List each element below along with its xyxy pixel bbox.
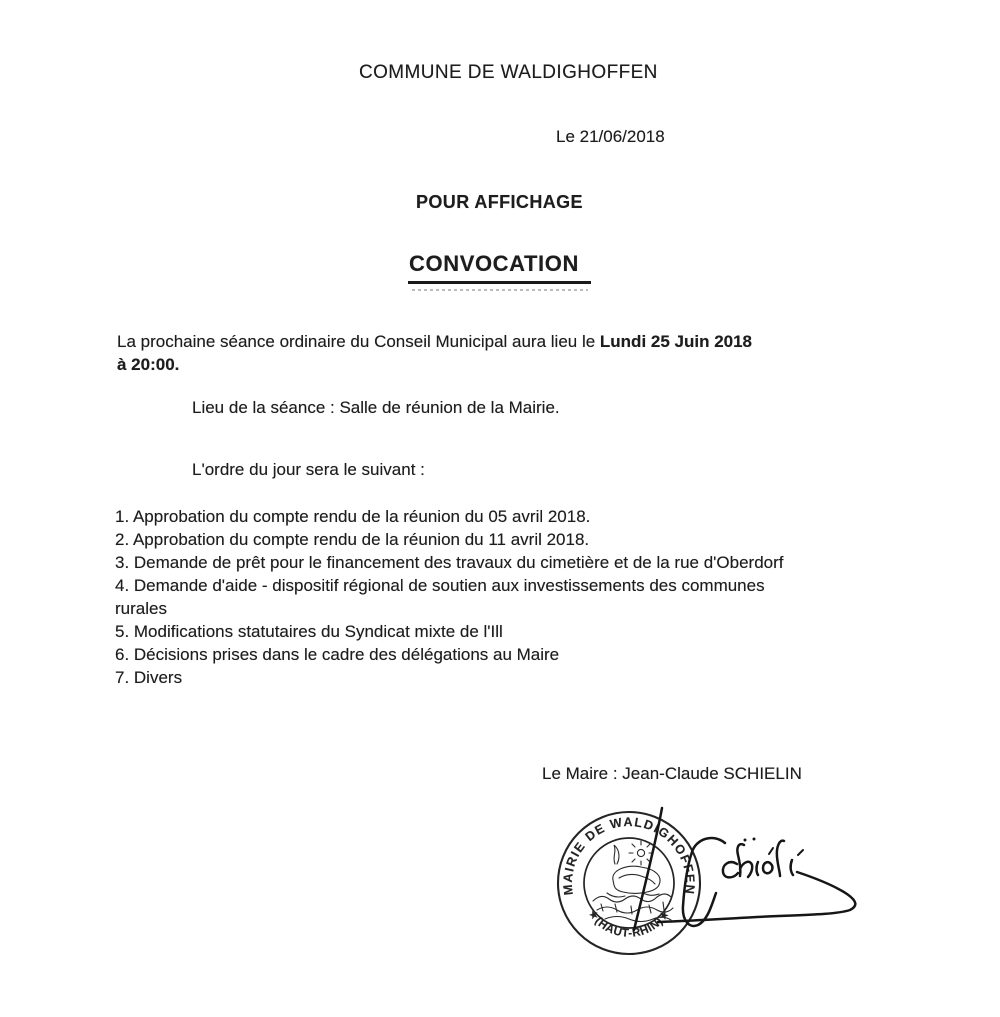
stamp-top-text: MAIRIE DE WALDIGHOFFEN [560, 815, 698, 896]
intro-paragraph [117, 330, 752, 376]
location-line: Lieu de la séance : Salle de réunion de la Mairie. [192, 398, 560, 417]
intro-text: La prochaine séance ordinaire du Conseil Municipal aura lieu le [117, 332, 600, 351]
agenda-item-6: 6. Décisions prises dans le cadre des délégations au Maire [115, 645, 560, 664]
stamp-and-signature [535, 798, 965, 1015]
underline-scan-artifact [412, 289, 588, 291]
document-title: CONVOCATION [408, 251, 591, 284]
official-stamp-icon [558, 812, 700, 954]
agenda-item-1: 1. Approbation du compte rendu de la réunion du 05 avril 2018. [115, 507, 591, 526]
intro-line-1 [117, 330, 752, 353]
stamp-crest-icon [593, 841, 673, 922]
agenda-item-3: 3. Demande de prêt pour le financement des travaux du cimetière et de la rue d'Oberdorf [115, 553, 784, 572]
svg-text:MAIRIE DE WALDIGHOFFEN [561, 815, 697, 896]
date-line: Le 21/06/2018 [556, 127, 665, 146]
agenda-item-2: 2. Approbation du compte rendu de la réunion du 11 avril 2018. [115, 530, 590, 549]
agenda-item-4-continued: rurales [115, 599, 167, 618]
meeting-time: à 20:00. [117, 355, 180, 374]
meeting-date: Lundi 25 Juin 2018 [599, 332, 753, 351]
affichage-heading: POUR AFFICHAGE [416, 192, 583, 212]
agenda-item-4: 4. Demande d'aide - dispositif régional de soutien aux investissements des communes [115, 576, 765, 595]
agenda-item-5: 5. Modifications statutaires du Syndicat mixte de l'Ill [115, 622, 503, 641]
agenda-list [115, 505, 784, 689]
agenda-heading: L'ordre du jour sera le suivant : [192, 460, 425, 479]
stamp-bottom-text: ★(HAUT-RHIN)★ [585, 907, 673, 940]
signatory-line: Le Maire : Jean-Claude SCHIELIN [542, 764, 802, 783]
agenda-item-7: 7. Divers [115, 668, 183, 687]
commune-header: COMMUNE DE WALDIGHOFFEN [359, 62, 658, 83]
